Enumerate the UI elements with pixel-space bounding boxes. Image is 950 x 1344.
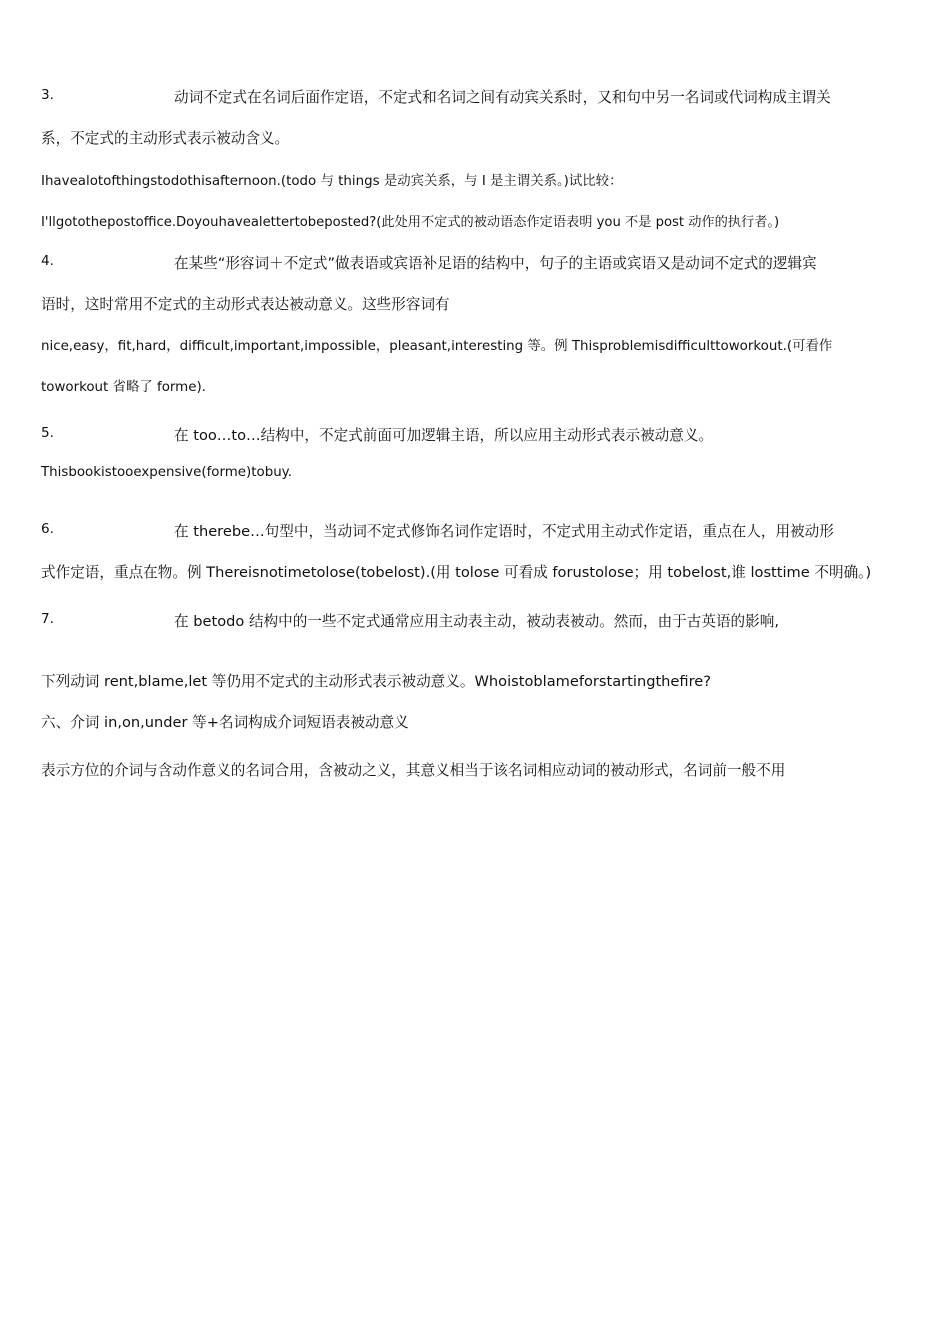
item-4-line-2: 语时，这时常用不定式的主动形式表达被动意义。这些形容词有 xyxy=(41,296,450,313)
item-number: 4. xyxy=(41,253,54,269)
item-number: 3. xyxy=(41,87,54,103)
item-5-example-1: Thisbookistooexpensive(forme)tobuy. xyxy=(41,465,292,480)
item-7-line-2: 下列动词 rent,blame,let 等仍用不定式的主动形式表示被动意义。Whoistoblameforstartingthefire? xyxy=(41,673,712,690)
item-4-line-1: 在某些“形容词＋不定式”做表语或宾语补足语的结构中，句子的主语或宾语又是动词不定式的逻辑宾 xyxy=(174,255,817,272)
item-6-line-2: 式作定语，重点在物。例 Thereisnotimetolose(tobelost).(用 tolose 可看成 forustolose；用 tobelost,谁 losttime 不明确。) xyxy=(41,564,872,581)
item-3-line-1: 动词不定式在名词后面作定语，不定式和名词之间有动宾关系时，又和句中另一名词或代词构成主谓关 xyxy=(174,89,831,106)
item-7-line-1: 在 betodo 结构中的一些不定式通常应用主动表主动，被动表被动。然而，由于古英语的影响, xyxy=(174,613,779,630)
item-number: 6. xyxy=(41,521,54,537)
item-4-line-4: toworkout 省略了 forme). xyxy=(41,380,206,395)
item-number: 7. xyxy=(41,611,54,627)
item-4-line-3: nice,easy，fit,hard，difficult,important,impossible，pleasant,interesting 等。例 Thisproblemisdifficulttoworkout.(可看作 xyxy=(41,339,833,354)
section-heading: 六、介词 in,on,under 等+名词构成介词短语表被动意义 xyxy=(41,714,409,731)
item-3-line-2: 系，不定式的主动形式表示被动含义。 xyxy=(41,130,290,147)
item-3-example-2: I'llgotothepostoffice.Doyouhavealettertobeposted?(此处用不定式的被动语态作定语表明 you 不是 post 动作的执行者。) xyxy=(41,215,780,230)
item-5-line-1: 在 too…to…结构中，不定式前面可加逻辑主语，所以应用主动形式表示被动意义。 xyxy=(174,427,714,444)
item-3-example-1: Ihavealotofthingstodothisafternoon.(todo 与 things 是动宾关系，与 I 是主谓关系。)试比较： xyxy=(41,174,623,189)
item-6-line-1: 在 therebe…句型中，当动词不定式修饰名词作定语时，不定式用主动式作定语，重点在人，用被动形 xyxy=(174,523,834,540)
section-paragraph: 表示方位的介词与含动作意义的名词合用，含被动之义，其意义相当于该名词相应动词的被动形式，名词前一般不用 xyxy=(41,762,786,779)
item-number: 5. xyxy=(41,425,54,441)
